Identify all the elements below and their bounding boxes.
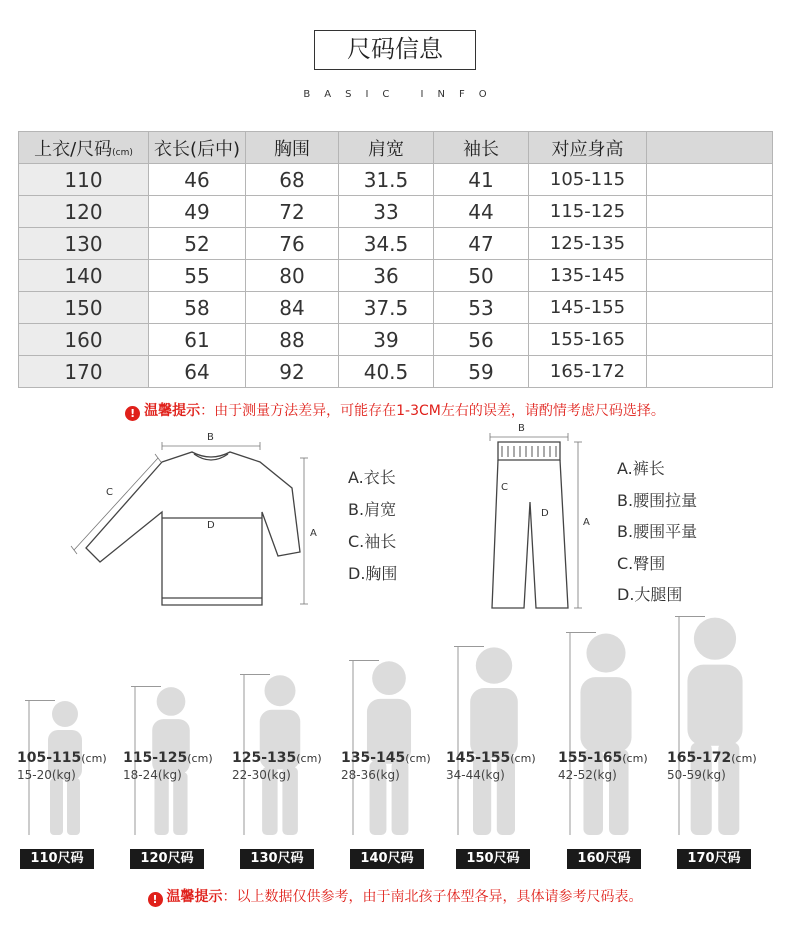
table-cell: 155-165 <box>529 324 647 356</box>
weight-range-label: 22-30(kg) <box>232 768 291 782</box>
table-cell: 44 <box>434 196 529 228</box>
table-cell: 31.5 <box>339 164 434 196</box>
table-cell: 88 <box>246 324 339 356</box>
height-range-label: 115-125(cm) <box>123 750 213 766</box>
table-header-cell: 肩宽 <box>339 132 434 164</box>
table-cell: 40.5 <box>339 356 434 388</box>
table-row <box>19 292 773 324</box>
table-cell <box>647 324 773 356</box>
shirt-mark-a: A <box>310 528 317 539</box>
weight-range-label: 34-44(kg) <box>446 768 505 782</box>
height-range-label: 125-135(cm) <box>232 750 322 766</box>
table-row <box>19 324 773 356</box>
table-cell: 53 <box>434 292 529 324</box>
table-cell: 105-115 <box>529 164 647 196</box>
table-cell <box>647 228 773 260</box>
table-cell: 115-125 <box>529 196 647 228</box>
table-row <box>19 196 773 228</box>
pants-legend-item: D.大腿围 <box>617 585 683 604</box>
shirt-mark-c: C <box>106 487 113 498</box>
height-range-label: 105-115(cm) <box>17 750 107 766</box>
size-badge: 130尺码 <box>240 849 314 869</box>
size-badge: 120尺码 <box>130 849 204 869</box>
shirt-legend-item: C.袖长 <box>348 532 397 551</box>
table-cell: 46 <box>149 164 246 196</box>
size-badge: 160尺码 <box>567 849 641 869</box>
height-range-label: 135-145(cm) <box>341 750 431 766</box>
table-header-cell: 胸围 <box>246 132 339 164</box>
weight-range-label: 15-20(kg) <box>17 768 76 782</box>
child-silhouette-icon <box>566 632 648 839</box>
table-cell <box>647 260 773 292</box>
size-badge: 140尺码 <box>350 849 424 869</box>
table-cell: 61 <box>149 324 246 356</box>
pants-legend-item: B.腰围平量 <box>617 522 698 541</box>
size-badge: 110尺码 <box>20 849 94 869</box>
size-badge: 150尺码 <box>456 849 530 869</box>
table-cell: 41 <box>434 164 529 196</box>
table-cell: 135-145 <box>529 260 647 292</box>
table-cell: 68 <box>246 164 339 196</box>
table-cell: 36 <box>339 260 434 292</box>
table-cell: 92 <box>246 356 339 388</box>
child-silhouette-icon <box>675 616 757 839</box>
table-cell: 120 <box>19 196 149 228</box>
pants-legend-item: C.臀围 <box>617 554 666 573</box>
shirt-legend-item: D.胸围 <box>348 564 398 583</box>
table-cell: 165-172 <box>529 356 647 388</box>
height-range-label: 145-155(cm) <box>446 750 536 766</box>
pants-mark-b: B <box>518 423 525 434</box>
weight-range-label: 42-52(kg) <box>558 768 617 782</box>
table-cell: 50 <box>434 260 529 292</box>
shirt-mark-d: D <box>207 520 215 531</box>
table-cell: 59 <box>434 356 529 388</box>
table-cell: 80 <box>246 260 339 292</box>
weight-range-label: 28-36(kg) <box>341 768 400 782</box>
table-row <box>19 228 773 260</box>
size-table <box>18 131 773 388</box>
table-cell: 160 <box>19 324 149 356</box>
table-header-cell: 对应身高 <box>529 132 647 164</box>
pants-legend-item: A.裤长 <box>617 459 665 478</box>
table-header-row <box>19 132 773 164</box>
table-cell <box>647 196 773 228</box>
table-cell: 55 <box>149 260 246 292</box>
notice-measurement: ! 温馨提示：由于测量方法差异，可能存在1-3CM左右的误差，请酌情考虑尺码选择。 <box>0 400 790 421</box>
pants-mark-c: C <box>501 482 508 493</box>
table-cell: 39 <box>339 324 434 356</box>
notice-reference: ! 温馨提示：以上数据仅供参考，由于南北孩子体型各异，具体请参考尺码表。 <box>0 886 790 907</box>
table-cell: 33 <box>339 196 434 228</box>
table-cell <box>647 164 773 196</box>
page-title: 尺码信息 <box>314 30 476 70</box>
table-cell: 56 <box>434 324 529 356</box>
weight-range-label: 18-24(kg) <box>123 768 182 782</box>
table-cell <box>647 356 773 388</box>
size-badge: 170尺码 <box>677 849 751 869</box>
table-header-cell: 上衣/尺码(cm) <box>19 132 149 164</box>
shirt-legend-item: B.肩宽 <box>348 500 397 519</box>
table-row <box>19 260 773 292</box>
pants-mark-a: A <box>583 517 590 528</box>
shirt-diagram <box>70 430 330 615</box>
table-cell: 145-155 <box>529 292 647 324</box>
table-cell: 64 <box>149 356 246 388</box>
shirt-legend-item: A.衣长 <box>348 468 396 487</box>
shirt-mark-b: B <box>207 432 214 443</box>
height-range-label: 155-165(cm) <box>558 750 648 766</box>
table-cell: 52 <box>149 228 246 260</box>
table-cell: 110 <box>19 164 149 196</box>
table-cell: 34.5 <box>339 228 434 260</box>
pants-legend-item: B.腰围拉量 <box>617 491 698 510</box>
table-cell: 150 <box>19 292 149 324</box>
page-subtitle: BASIC INFO <box>303 89 501 100</box>
table-header-cell <box>647 132 773 164</box>
table-cell <box>647 292 773 324</box>
table-cell: 84 <box>246 292 339 324</box>
warning-icon: ! <box>125 406 140 421</box>
table-header-cell: 袖长 <box>434 132 529 164</box>
table-cell: 125-135 <box>529 228 647 260</box>
height-range-label: 165-172(cm) <box>667 750 757 766</box>
weight-range-label: 50-59(kg) <box>667 768 726 782</box>
table-cell: 72 <box>246 196 339 228</box>
pants-mark-d: D <box>541 508 549 519</box>
table-cell: 49 <box>149 196 246 228</box>
table-header-cell: 衣长(后中) <box>149 132 246 164</box>
table-cell: 37.5 <box>339 292 434 324</box>
table-row <box>19 164 773 196</box>
child-silhouette-icon <box>454 646 536 839</box>
pants-diagram <box>480 430 600 615</box>
table-cell: 58 <box>149 292 246 324</box>
table-row <box>19 356 773 388</box>
table-cell: 76 <box>246 228 339 260</box>
table-cell: 170 <box>19 356 149 388</box>
table-cell: 140 <box>19 260 149 292</box>
warning-icon: ! <box>148 892 163 907</box>
table-cell: 47 <box>434 228 529 260</box>
table-cell: 130 <box>19 228 149 260</box>
